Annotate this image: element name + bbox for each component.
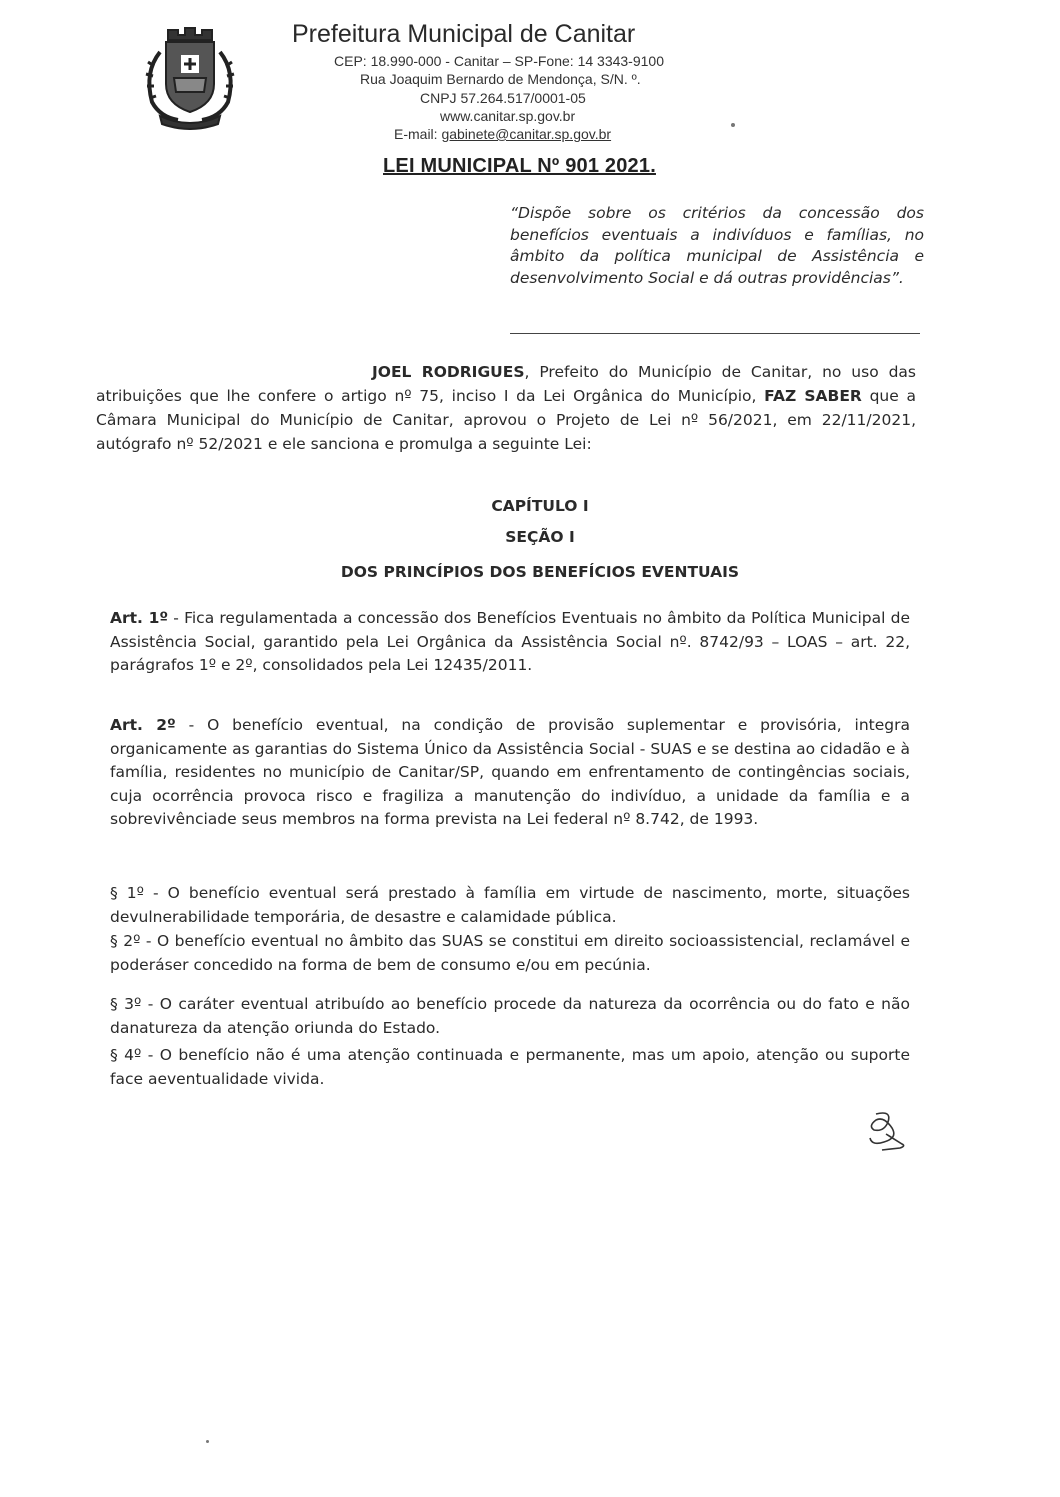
article-1-text: - Fica regulamentada a concessão dos Benefícios Eventuais no âmbito da Política Municipal de Assistência Social, garantido pela Lei Orgânica da Assistência Social nº. 8742/93 – LOAS – art. 22, parágrafos 1º e 2º, consolidados pela Lei 12435/2011. bbox=[110, 609, 910, 674]
article-1 bbox=[110, 607, 910, 678]
letterhead-address: Rua Joaquim Bernardo de Mendonça, S/N. º. bbox=[360, 71, 641, 87]
paragraph-4 bbox=[110, 1044, 910, 1091]
letterhead-cep-phone: CEP: 18.990-000 - Canitar – SP-Fone: 14 3343-9100 bbox=[334, 53, 664, 69]
email-label: E-mail: bbox=[394, 126, 438, 142]
paragraph-3-label: § 3º - bbox=[110, 995, 154, 1013]
letterhead-email-row bbox=[394, 126, 611, 142]
preamble-text-1: , Prefeito do Município de Canitar, no uso das atribuições que lhe confere o artigo nº 75, inciso I da Lei Orgânica do Município, bbox=[96, 363, 916, 405]
paragraph-2-text: O benefício eventual no âmbito das SUAS se constitui em direito socioassistencial, reclamável e poderáser concedido na forma de bem de consumo e/ou em pecúnia. bbox=[110, 932, 910, 974]
scan-speck bbox=[206, 1440, 209, 1443]
paragraph-4-label: § 4º - bbox=[110, 1046, 154, 1064]
paragraph-3 bbox=[110, 993, 910, 1040]
letterhead-cnpj: CNPJ 57.264.517/0001-05 bbox=[420, 90, 586, 106]
scan-speck bbox=[731, 123, 735, 127]
paragraph-1-label: § 1º - bbox=[110, 884, 159, 902]
article-1-label: Art. 1º bbox=[110, 609, 169, 627]
chapter-heading: CAPÍTULO I bbox=[491, 497, 589, 515]
coat-of-arms-icon bbox=[138, 22, 242, 130]
signature-initials-icon bbox=[862, 1108, 912, 1154]
preamble bbox=[96, 360, 916, 456]
section-heading: SEÇÃO I bbox=[505, 528, 575, 546]
paragraph-1 bbox=[110, 882, 910, 929]
letterhead-website: www.canitar.sp.gov.br bbox=[440, 108, 576, 124]
article-2-text: - O benefício eventual, na condição de provisão suplementar e provisória, integra organicamente as garantias do Sistema Único da Assistência Social - SUAS e se destina ao cidadão e à família, residentes no município de Canitar/SP, quando em enfrentamento de contingências sociais, cuja ocorrência provoca risco e fragiliza a manutenção do indivíduo, a unidade da família e a sobrevivênciade seus membros na forma prevista na Lei federal nº 8.742, de 1993. bbox=[110, 716, 910, 828]
article-2 bbox=[110, 714, 910, 832]
letterhead-title: Prefeitura Municipal de Canitar bbox=[292, 20, 636, 48]
paragraph-1-text: O benefício eventual será prestado à família em virtude de nascimento, morte, situações devulnerabilidade temporária, de desastre e calamidade pública. bbox=[110, 884, 910, 926]
paragraph-4-text: O benefício não é uma atenção continuada e permanente, mas um apoio, atenção ou suporte face aeventualidade vivida. bbox=[110, 1046, 910, 1088]
paragraph-2-label: § 2º - bbox=[110, 932, 152, 950]
mayor-name: JOEL RODRIGUES bbox=[372, 363, 525, 381]
law-title: LEI MUNICIPAL Nº 901 2021. bbox=[383, 155, 656, 177]
section-subject-heading: DOS PRINCÍPIOS DOS BENEFÍCIOS EVENTUAIS bbox=[340, 563, 740, 581]
article-2-label: Art. 2º bbox=[110, 716, 176, 734]
preamble-text-2: que a Câmara Municipal do Município de Canitar, aprovou o Projeto de Lei nº 56/2021, em 22/11/2021, autógrafo nº 52/2021 e ele sanciona e promulga a seguinte Lei: bbox=[96, 387, 917, 453]
law-summary: “Dispõe sobre os critérios da concessão dos benefícios eventuais a indivíduos e famílias, no âmbito da política municipal de Assistência e desenvolvimento Social e dá outras providências”. bbox=[510, 204, 924, 287]
paragraph-3-text: O caráter eventual atribuído ao benefício procede da natureza da ocorrência ou do fato e não danatureza da atenção oriunda do Estado. bbox=[110, 995, 910, 1037]
faz-saber: FAZ SABER bbox=[764, 387, 862, 405]
summary-divider bbox=[510, 333, 920, 334]
email-address: gabinete@canitar.sp.gov.br bbox=[441, 126, 612, 142]
paragraph-2 bbox=[110, 930, 910, 977]
